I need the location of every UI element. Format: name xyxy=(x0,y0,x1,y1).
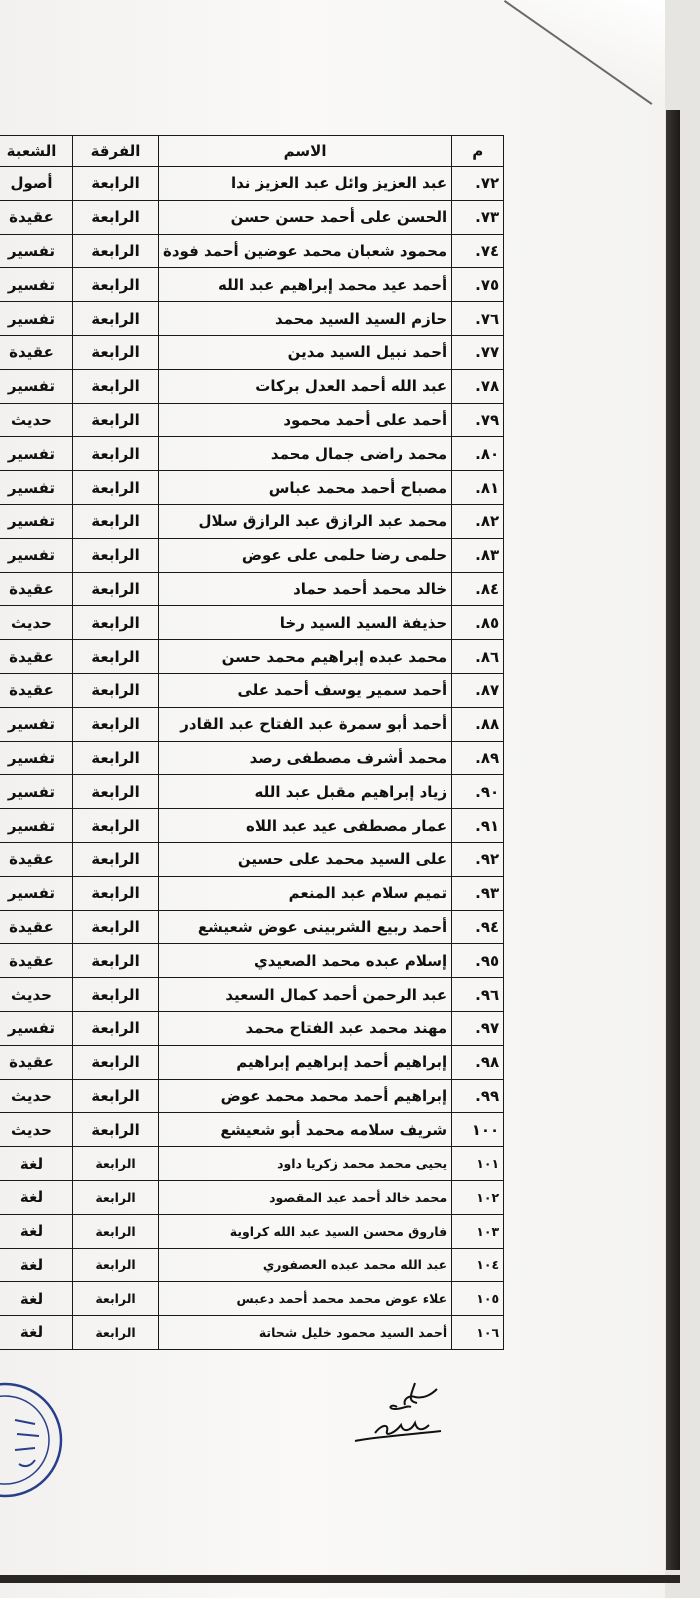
table-row xyxy=(0,606,504,640)
student-division: حديث xyxy=(0,606,73,640)
student-name: محمد أشرف مصطفى رصد xyxy=(159,741,452,775)
student-name: حازم السيد السيد محمد xyxy=(159,302,452,336)
student-name: أحمد أبو سمرة عبد الفتاح عبد القادر xyxy=(159,707,452,741)
student-year: الرابعة xyxy=(73,1214,159,1248)
student-division: تفسير xyxy=(0,437,73,471)
student-year: الرابعة xyxy=(73,572,159,606)
student-division: لغة xyxy=(0,1180,73,1214)
row-number: ١٠١ xyxy=(452,1147,504,1181)
student-name: أحمد على أحمد محمود xyxy=(159,403,452,437)
student-name: زياد إبراهيم مقبل عبد الله xyxy=(159,775,452,809)
row-number: ٧٤. xyxy=(452,234,504,268)
student-name: حلمى رضا حلمى على عوض xyxy=(159,538,452,572)
student-division: حديث xyxy=(0,1113,73,1147)
student-year: الرابعة xyxy=(73,1248,159,1282)
student-division: تفسير xyxy=(0,369,73,403)
table-row xyxy=(0,1079,504,1113)
table-row xyxy=(0,572,504,606)
table-row xyxy=(0,876,504,910)
row-number: ٨٢. xyxy=(452,504,504,538)
table-row xyxy=(0,910,504,944)
table-row xyxy=(0,538,504,572)
student-year: الرابعة xyxy=(73,775,159,809)
row-number: ٨٨. xyxy=(452,707,504,741)
page-edge-shadow xyxy=(666,110,680,1570)
student-year: الرابعة xyxy=(73,234,159,268)
table-row xyxy=(0,471,504,505)
table-row xyxy=(0,1214,504,1248)
table-row xyxy=(0,268,504,302)
row-number: ٩٦. xyxy=(452,978,504,1012)
header-year: الفرقة xyxy=(73,136,159,167)
student-division: حديث xyxy=(0,403,73,437)
student-name: محمد عبد الرازق عبد الرازق سلال xyxy=(159,504,452,538)
student-name: على السيد محمد على حسين xyxy=(159,842,452,876)
row-number: ١٠٠ xyxy=(452,1113,504,1147)
student-year: الرابعة xyxy=(73,437,159,471)
student-name: فاروق محسن السيد عبد الله كراوية xyxy=(159,1214,452,1248)
row-number: ٩١. xyxy=(452,809,504,843)
student-division: تفسير xyxy=(0,741,73,775)
table-row xyxy=(0,1248,504,1282)
row-number: ٩٧. xyxy=(452,1011,504,1045)
table-row xyxy=(0,1011,504,1045)
student-year: الرابعة xyxy=(73,1045,159,1079)
student-year: الرابعة xyxy=(73,640,159,674)
row-number: ٨٩. xyxy=(452,741,504,775)
student-year: الرابعة xyxy=(73,268,159,302)
student-division: لغة xyxy=(0,1282,73,1316)
row-number: ٧٨. xyxy=(452,369,504,403)
student-division: لغة xyxy=(0,1147,73,1181)
table-row xyxy=(0,504,504,538)
row-number: ١٠٣ xyxy=(452,1214,504,1248)
student-name: إسلام عبده محمد الصعيدي xyxy=(159,944,452,978)
student-division: لغة xyxy=(0,1248,73,1282)
student-name: عمار مصطفى عيد عبد اللاه xyxy=(159,809,452,843)
student-division: عقيدة xyxy=(0,673,73,707)
student-division: تفسير xyxy=(0,471,73,505)
student-division: تفسير xyxy=(0,707,73,741)
row-number: ٩٠. xyxy=(452,775,504,809)
student-name: مهند محمد عبد الفتاح محمد xyxy=(159,1011,452,1045)
table-row xyxy=(0,809,504,843)
student-name: أحمد سمير يوسف أحمد على xyxy=(159,673,452,707)
row-number: ٧٦. xyxy=(452,302,504,336)
student-year: الرابعة xyxy=(73,471,159,505)
table-row xyxy=(0,335,504,369)
row-number: ٧٢. xyxy=(452,167,504,201)
table-row xyxy=(0,234,504,268)
student-year: الرابعة xyxy=(73,1282,159,1316)
student-division: عقيدة xyxy=(0,200,73,234)
table-body xyxy=(0,167,504,1350)
student-year: الرابعة xyxy=(73,978,159,1012)
row-number: ١٠٢ xyxy=(452,1180,504,1214)
student-division: عقيدة xyxy=(0,1045,73,1079)
table-row xyxy=(0,775,504,809)
row-number: ٩٥. xyxy=(452,944,504,978)
student-division: تفسير xyxy=(0,234,73,268)
student-name: عبد العزيز وائل عبد العزيز ندا xyxy=(159,167,452,201)
student-name: شريف سلامه محمد أبو شعيشع xyxy=(159,1113,452,1147)
row-number: ٩٨. xyxy=(452,1045,504,1079)
student-year: الرابعة xyxy=(73,504,159,538)
student-year: الرابعة xyxy=(73,1113,159,1147)
student-division: لغة xyxy=(0,1214,73,1248)
student-division: عقيدة xyxy=(0,910,73,944)
table-row xyxy=(0,640,504,674)
table-row xyxy=(0,437,504,471)
row-number: ١٠٦ xyxy=(452,1316,504,1350)
table-row xyxy=(0,842,504,876)
student-year: الرابعة xyxy=(73,707,159,741)
student-division: تفسير xyxy=(0,504,73,538)
row-number: ٨٠. xyxy=(452,437,504,471)
table-row xyxy=(0,707,504,741)
student-name: أحمد السيد محمود خليل شحاتة xyxy=(159,1316,452,1350)
student-name: عبد الله محمد عبده العصفوري xyxy=(159,1248,452,1282)
student-year: الرابعة xyxy=(73,842,159,876)
row-number: ٩٩. xyxy=(452,1079,504,1113)
student-name: الحسن على أحمد حسن حسن xyxy=(159,200,452,234)
table-row xyxy=(0,200,504,234)
student-division: عقيدة xyxy=(0,335,73,369)
student-division: حديث xyxy=(0,978,73,1012)
student-year: الرابعة xyxy=(73,673,159,707)
student-name: أحمد نبيل السيد مدين xyxy=(159,335,452,369)
row-number: ٧٩. xyxy=(452,403,504,437)
student-name: إبراهيم أحمد إبراهيم إبراهيم xyxy=(159,1045,452,1079)
table-header-row xyxy=(0,136,504,167)
student-name: أحمد عيد محمد إبراهيم عبد الله xyxy=(159,268,452,302)
row-number: ٩٣. xyxy=(452,876,504,910)
student-year: الرابعة xyxy=(73,809,159,843)
student-year: الرابعة xyxy=(73,1180,159,1214)
student-year: الرابعة xyxy=(73,403,159,437)
table-row xyxy=(0,978,504,1012)
row-number: ٨٤. xyxy=(452,572,504,606)
row-number: ١٠٥ xyxy=(452,1282,504,1316)
student-division: عقيدة xyxy=(0,572,73,606)
student-division: تفسير xyxy=(0,302,73,336)
table-row xyxy=(0,403,504,437)
student-name: خالد محمد أحمد حماد xyxy=(159,572,452,606)
row-number: ٨١. xyxy=(452,471,504,505)
student-division: أصول xyxy=(0,167,73,201)
student-year: الرابعة xyxy=(73,538,159,572)
student-name: عبد الله أحمد العدل بركات xyxy=(159,369,452,403)
student-year: الرابعة xyxy=(73,910,159,944)
student-name: إبراهيم أحمد محمد محمد عوض xyxy=(159,1079,452,1113)
table-row xyxy=(0,1147,504,1181)
student-name: محمد خالد أحمد عبد المقصود xyxy=(159,1180,452,1214)
student-name: محمد عبده إبراهيم محمد حسن xyxy=(159,640,452,674)
row-number: ٧٧. xyxy=(452,335,504,369)
student-name: مصباح أحمد محمد عباس xyxy=(159,471,452,505)
student-year: الرابعة xyxy=(73,369,159,403)
student-name: محمود شعبان محمد عوضين أحمد فودة xyxy=(159,234,452,268)
header-name: الاسم xyxy=(159,136,452,167)
student-division: عقيدة xyxy=(0,842,73,876)
handwritten-signature xyxy=(345,1375,455,1455)
student-year: الرابعة xyxy=(73,1079,159,1113)
student-year: الرابعة xyxy=(73,335,159,369)
student-name: يحيى محمد محمد زكريا داود xyxy=(159,1147,452,1181)
student-name: علاء عوض محمد محمد أحمد دعبس xyxy=(159,1282,452,1316)
student-division: عقيدة xyxy=(0,640,73,674)
official-stamp xyxy=(0,1360,65,1520)
student-year: الرابعة xyxy=(73,741,159,775)
student-year: الرابعة xyxy=(73,606,159,640)
row-number: ٩٢. xyxy=(452,842,504,876)
table-row xyxy=(0,167,504,201)
student-division: عقيدة xyxy=(0,944,73,978)
student-division: تفسير xyxy=(0,268,73,302)
row-number: ٨٣. xyxy=(452,538,504,572)
student-name: عبد الرحمن أحمد كمال السعيد xyxy=(159,978,452,1012)
table-row xyxy=(0,1316,504,1350)
header-number: م xyxy=(452,136,504,167)
row-number: ٨٦. xyxy=(452,640,504,674)
table-row xyxy=(0,741,504,775)
student-name: محمد راضى جمال محمد xyxy=(159,437,452,471)
row-number: ٨٥. xyxy=(452,606,504,640)
student-division: حديث xyxy=(0,1079,73,1113)
row-number: ١٠٤ xyxy=(452,1248,504,1282)
student-name: حذيفة السيد السيد رخا xyxy=(159,606,452,640)
table-row xyxy=(0,369,504,403)
student-name: تميم سلام عبد المنعم xyxy=(159,876,452,910)
header-division: الشعبة xyxy=(0,136,73,167)
student-division: لغة xyxy=(0,1316,73,1350)
table-row xyxy=(0,1113,504,1147)
student-year: الرابعة xyxy=(73,1316,159,1350)
student-name: أحمد ربيع الشربينى عوض شعيشع xyxy=(159,910,452,944)
student-division: تفسير xyxy=(0,809,73,843)
student-year: الرابعة xyxy=(73,1011,159,1045)
page-bottom-edge xyxy=(0,1575,680,1583)
student-year: الرابعة xyxy=(73,200,159,234)
student-year: الرابعة xyxy=(73,944,159,978)
table-row xyxy=(0,302,504,336)
student-division: تفسير xyxy=(0,538,73,572)
table-row xyxy=(0,673,504,707)
student-year: الرابعة xyxy=(73,167,159,201)
student-year: الرابعة xyxy=(73,302,159,336)
row-number: ٧٥. xyxy=(452,268,504,302)
row-number: ٧٣. xyxy=(452,200,504,234)
student-division: تفسير xyxy=(0,1011,73,1045)
student-division: تفسير xyxy=(0,775,73,809)
student-roster-table xyxy=(0,135,504,1350)
student-year: الرابعة xyxy=(73,876,159,910)
student-year: الرابعة xyxy=(73,1147,159,1181)
student-division: تفسير xyxy=(0,876,73,910)
table-row xyxy=(0,1282,504,1316)
row-number: ٩٤. xyxy=(452,910,504,944)
row-number: ٨٧. xyxy=(452,673,504,707)
table-row xyxy=(0,944,504,978)
table-row xyxy=(0,1045,504,1079)
table-row xyxy=(0,1180,504,1214)
